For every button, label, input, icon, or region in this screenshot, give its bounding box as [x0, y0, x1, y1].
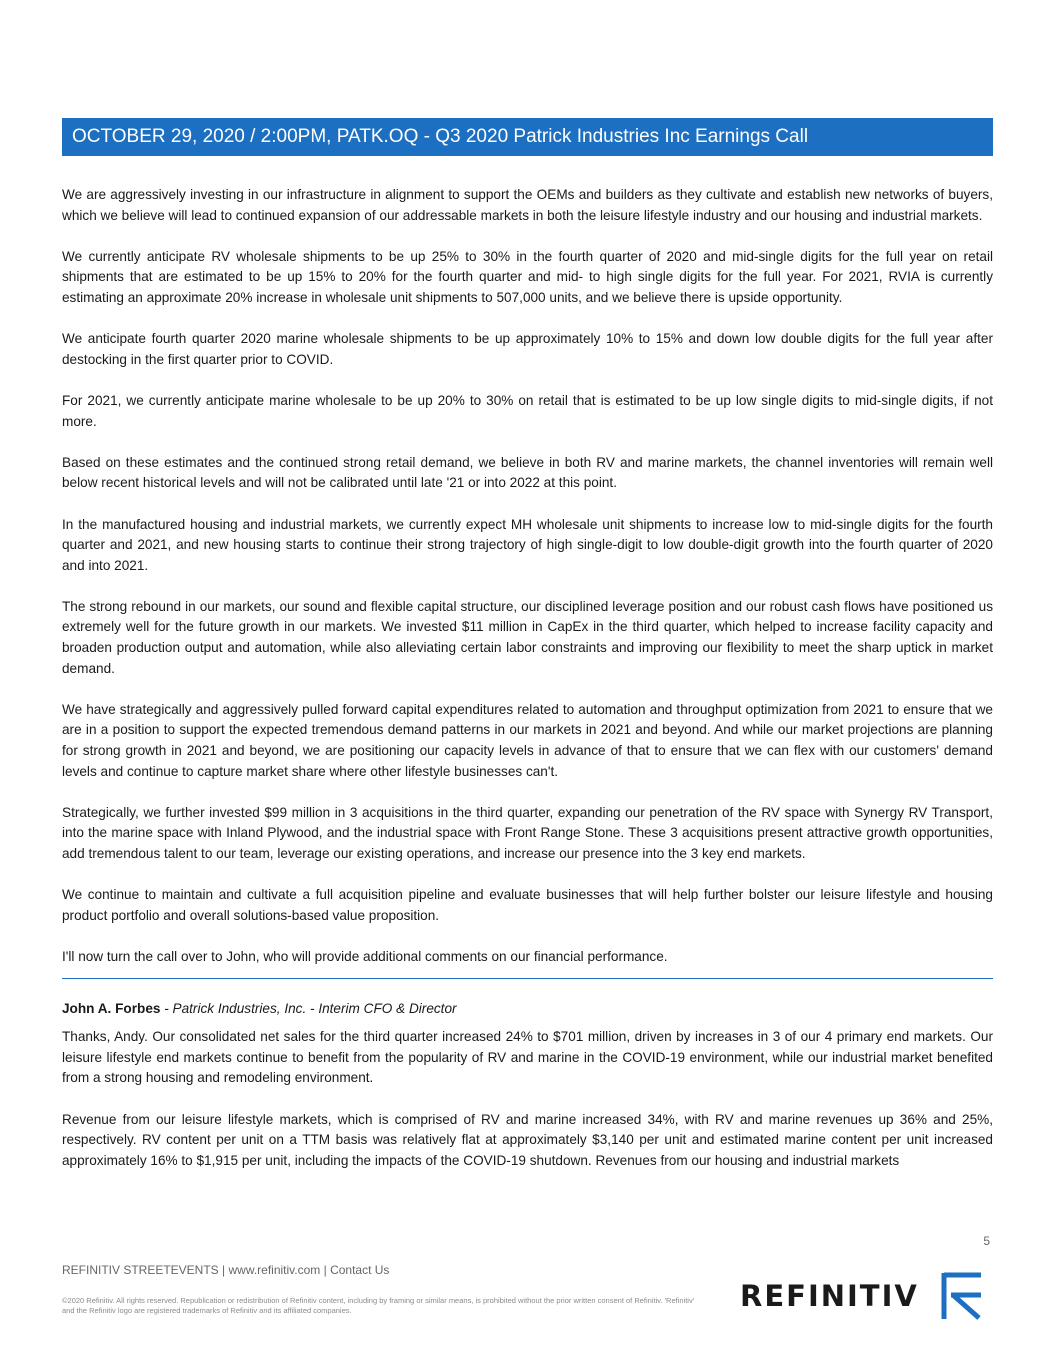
footer-separator: |: [320, 1263, 331, 1277]
paragraph: We currently anticipate RV wholesale shipments to be up 25% to 30% in the fourth quarter of 2020 and mid-single digits for the full year on retail shipments that are estimated to be up 15% to 20% for the fourth quarter and mid- to high single digits for the full year. For 2021, RVIA is currently estimating an approximate 20% increase in wholesale unit shipments to 507,000 units, and we believe there is upside opportunity.: [62, 248, 993, 305]
paragraph: We have strategically and aggressively pulled forward capital expenditures related to automation and throughput optimization from 2021 to ensure that we are in a position to support the expected tremendous demand patterns in our markets in 2021 and beyond. And while our market projections are planning for strong growth in 2021 and beyond, we are positioning our capacity levels in advance of that to ensure that we can flex with our customers' demand levels and continue to capture market share where other lifestyle businesses can't.: [62, 701, 993, 779]
paragraph: Revenue from our leisure lifestyle markets, which is comprised of RV and marine increased 34%, with RV and marine revenues up 36% and 25%, respectively. RV content per unit on a TTM basis was relatively flat at approximately $3,140 per unit and estimated marine content per unit increased approximately 16% to $1,915 per unit, including the impacts of the COVID-19 shutdown. Revenues from our housing and industrial markets: [62, 1111, 993, 1168]
footer-separator: |: [218, 1263, 229, 1277]
refinitiv-mark-icon: [941, 1271, 985, 1321]
document-title: OCTOBER 29, 2020 / 2:00PM, PATK.OQ - Q3 2020 Patrick Industries Inc Earnings Call: [72, 126, 809, 147]
copyright-notice: ©2020 Refinitiv. All rights reserved. Republication or redistribution of Refinitiv content, including by framing or similar means, is prohibited without the prior written consent of Refinitiv. 'Refinitiv' and the Refinitiv logo are registered trademarks of Refinitiv and its affiliated companies.: [62, 1296, 695, 1315]
section-divider: [62, 978, 993, 979]
paragraph: Thanks, Andy. Our consolidated net sales for the third quarter increased 24% to $701 million, driven by increases in 3 of our 4 primary end markets. Our leisure lifestyle end markets continue to benefit from the popularity of RV and marine in the COVID-19 environment, while our industrial market benefited from a strong housing and remodeling environment.: [62, 1029, 993, 1086]
speaker-role: - Patrick Industries, Inc. - Interim CFO & Director: [160, 1000, 457, 1016]
contact-us-link[interactable]: Contact Us: [330, 1263, 390, 1277]
refinitiv-logo: [740, 1270, 985, 1322]
page-number: 5: [983, 1234, 990, 1248]
footer-links: [62, 1263, 389, 1277]
paragraph: For 2021, we currently anticipate marine wholesale to be up 20% to 30% on retail that is estimated to be up low single digits to mid-single digits, if not more.: [62, 392, 993, 429]
paragraph: We continue to maintain and cultivate a full acquisition pipeline and evaluate businesses that will help further bolster our leisure lifestyle and housing product portfolio and overall solutions-based value proposition.: [62, 887, 993, 923]
paragraph: The strong rebound in our markets, our sound and flexible capital structure, our disciplined leverage position and our robust cash flows have positioned us extremely well for the future growth in our markets. We invested $11 million in CapEx in the third quarter, which helped to increase facility capacity and broaden production output and automation, while also alleviating certain labor constraints and improving our flexibility to meet the sharp uptick in market demand.: [62, 598, 993, 676]
website-link[interactable]: www.refinitiv.com: [228, 1263, 321, 1277]
speaker-heading: [62, 999, 993, 1020]
paragraph: Strategically, we further invested $99 million in 3 acquisitions in the third quarter, expanding our penetration of the RV space with Synergy RV Transport, into the marine space with Inland Plywood, and the industrial space with Front Range Stone. These 3 acquisitions present attractive growth opportunities, add tremendous talent to our team, leverage our existing operations, and increase our presence into the 3 key end markets.: [62, 804, 993, 861]
logo-wordmark: REFINITIV: [740, 1279, 919, 1313]
paragraph: We are aggressively investing in our infrastructure in alignment to support the OEMs and builders as they cultivate and establish new networks of buyers, which we believe will lead to continued expansion of our addressable markets in both the leisure lifestyle industry and our housing and industrial markets.: [62, 187, 993, 223]
paragraph: Based on these estimates and the continued strong retail demand, we believe in both RV and marine markets, the channel inventories will remain well below recent historical levels and will not be calibrated until late '21 or into 2022 at this point.: [62, 454, 993, 491]
speaker-name: John A. Forbes: [62, 1000, 161, 1016]
transcript-body: [62, 185, 993, 1192]
footer-brand: REFINITIV STREETEVENTS: [62, 1263, 219, 1277]
paragraph: We anticipate fourth quarter 2020 marine wholesale shipments to be up approximately 10% to 15% and down low double digits for the full year after destocking in the first quarter prior to COVID.: [62, 331, 993, 367]
paragraph: I'll now turn the call over to John, who will provide additional comments on our financial performance.: [62, 948, 668, 964]
page-header-bar: [62, 118, 993, 156]
paragraph: In the manufactured housing and industrial markets, we currently expect MH wholesale unit shipments to increase low to mid-single digits for the fourth quarter and 2021, and new housing starts to continue their strong trajectory of high single-digit to low double-digit growth into the fourth quarter of 2020 and into 2021.: [62, 516, 993, 573]
